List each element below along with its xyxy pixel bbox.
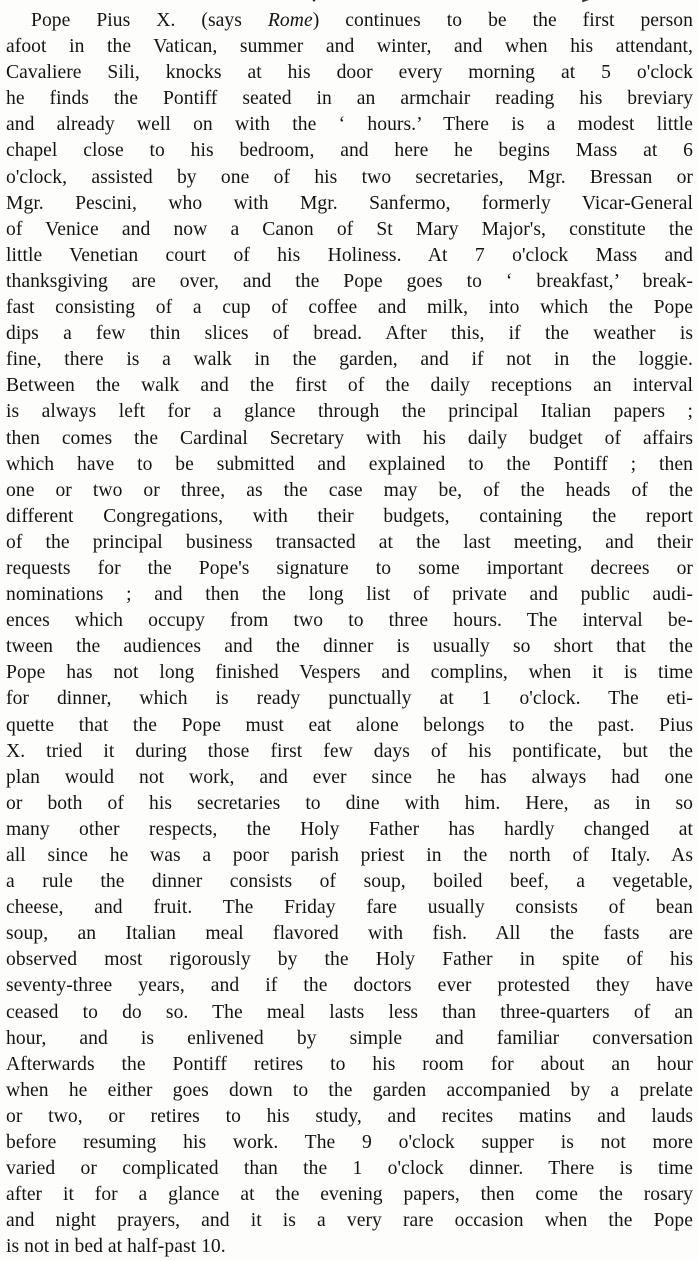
text-line-segment: varied or complicated than the 1 o'clock dinner. There is time [6, 1158, 693, 1180]
text-line [6, 86, 693, 112]
text-line [6, 1000, 693, 1026]
text-line-segment: chapel close to his bedroom, and here he begins Mass at 6 [6, 140, 693, 162]
text-line-segment: for dinner, which is ready punctually at 1 o'clock. The eti- [6, 688, 693, 710]
text-line [6, 8, 693, 34]
text-line [6, 660, 693, 686]
text-line-segment: requests for the Pope's signature to some important decrees or [6, 557, 693, 579]
text-line [6, 1026, 693, 1052]
text-line-segment: one or two or three, as the case may be, of the heads of the [6, 479, 693, 501]
text-line-segment: ences which occupy from two to three hours. The interval be- [6, 610, 693, 632]
text-line [6, 1156, 693, 1182]
text-line [6, 1208, 693, 1234]
text-line-segment: and night prayers, and it is a very rare occasion when the Pope [6, 1210, 693, 1232]
text-line [6, 504, 693, 530]
text-line [6, 843, 693, 869]
text-line-segment: ceased to do so. The meal lasts less than three-quarters of an [6, 1001, 693, 1023]
text-line-segment: all since he was a poor parish priest in the north of Italy. As [6, 845, 693, 866]
text-line-segment: seventy-three years, and if the doctors ever protested they have [6, 975, 693, 997]
text-line [6, 269, 693, 295]
text-line [6, 243, 693, 269]
text-line-segment: or both of his secretaries to dine with him. Here, as in so [6, 792, 693, 814]
text-line-segment: a rule the dinner consists of soup, boiled beef, a vegetable, [6, 871, 693, 893]
text-line-segment: X. tried it during those first few days of his pontificate, but the [6, 740, 693, 762]
text-line-segment: Between the walk and the first of the daily receptions an interval [6, 375, 693, 397]
text-line-segment: Afterwards the Pontiff retires to his room for about an hour [6, 1053, 693, 1075]
text-line [6, 112, 693, 138]
text-line-segment: hour, and is enlivened by simple and familiar conversation [6, 1027, 693, 1049]
text-line-segment: dips a few thin slices of bread. After this, if the weather is [6, 323, 693, 345]
text-line [6, 713, 693, 739]
text-line [6, 765, 693, 791]
text-line-segment: is always left for a glance through the principal Italian papers ; [6, 401, 693, 423]
text-line-segment: thanksgiving are over, and the Pope goes to ‘ breakfast,’ break- [6, 270, 693, 292]
text-line [6, 321, 693, 347]
text-line [6, 686, 693, 712]
text-line [6, 921, 693, 947]
text-line-segment: fine, there is a walk in the garden, and if not in the loggie. [6, 349, 693, 371]
text-line [6, 34, 693, 60]
text-line [6, 1130, 693, 1156]
scan-artifact-mark [308, 0, 320, 2]
text-line-segment: he finds the Pontiff seated in an armchair reading his breviary [6, 88, 693, 110]
text-line [6, 634, 693, 660]
text-line [6, 608, 693, 634]
text-line-segment: Pope Pius X. (says [31, 10, 268, 31]
text-line-segment: plan would not work, and ever since he has always had one [6, 766, 693, 788]
text-line-segment: then comes the Cardinal Secretary with his daily budget of affairs [6, 427, 693, 449]
text-line [6, 138, 693, 164]
text-line [6, 1234, 693, 1260]
text-line-segment: when he either goes down to the garden accompanied by a prelate [6, 1079, 693, 1101]
text-line [6, 1078, 693, 1104]
text-line [6, 399, 693, 425]
text-line [6, 217, 693, 243]
text-line [6, 191, 693, 217]
text-line-segment: different Congregations, with their budgets, containing the report [6, 505, 693, 527]
text-line-segment: after it for a glance at the evening papers, then come the rosary [6, 1184, 693, 1206]
text-line-segment: tween the audiences and the dinner is usually so short that the [6, 636, 693, 658]
text-line-segment: Pope has not long finished Vespers and complins, when it is time [6, 662, 693, 684]
text-line [6, 869, 693, 895]
text-line-segment: afoot in the Vatican, summer and winter, and when his attendant, [6, 36, 693, 58]
text-line [6, 452, 693, 478]
text-line [6, 895, 693, 921]
text-line-segment: Mgr. Pescini, who with Mgr. Sanfermo, formerly Vicar-General [6, 192, 693, 214]
text-line-segment: and already well on with the ‘ hours.’ There is a modest little [6, 114, 693, 136]
text-line [6, 60, 693, 86]
text-line [6, 1182, 693, 1208]
text-line-segment: quette that the Pope must eat alone belongs to the past. Pius [6, 714, 693, 736]
text-line-segment: Cavaliere Sili, knocks at his door every morning at 5 o'clock [6, 62, 693, 84]
text-line-segment: nominations ; and then the long list of private and public audi- [6, 584, 693, 606]
text-line [6, 530, 693, 556]
article-paragraph [6, 8, 693, 1261]
italic-publication-name: Rome [267, 10, 313, 31]
text-line [6, 739, 693, 765]
text-line-segment: of Venice and now a Canon of St Mary Major's, constitute the [6, 218, 693, 240]
text-line [6, 1052, 693, 1078]
text-line-segment: ) continues to be the first person [312, 10, 693, 31]
text-line-segment: or two, or retires to his study, and recites matins and lauds [6, 1105, 693, 1127]
text-line-segment: observed most rigorously by the Holy Father in spite of his [6, 949, 693, 971]
text-line [6, 478, 693, 504]
text-line-segment: fast consisting of a cup of coffee and milk, into which the Pope [6, 297, 693, 319]
text-line-segment: soup, an Italian meal flavored with fish. All the fasts are [6, 923, 693, 945]
text-line [6, 817, 693, 843]
text-line [6, 373, 693, 399]
text-line [6, 295, 693, 321]
text-line [6, 1104, 693, 1130]
text-line [6, 973, 693, 999]
text-line-segment: many other respects, the Holy Father has hardly changed at [6, 818, 693, 840]
text-line [6, 947, 693, 973]
text-line [6, 791, 693, 817]
text-line-segment: of the principal business transacted at the last meeting, and their [6, 531, 693, 553]
text-line-segment: cheese, and fruit. The Friday fare usually consists of bean [6, 897, 693, 919]
text-line-segment: is not in bed at half-past 10. [6, 1236, 226, 1258]
text-line-segment: before resuming his work. The 9 o'clock supper is not more [6, 1132, 693, 1154]
text-line [6, 426, 693, 452]
scan-artifact-tick [582, 0, 590, 2]
text-line [6, 556, 693, 582]
text-line-segment: which have to be submitted and explained to the Pontiff ; then [6, 453, 693, 475]
text-line [6, 347, 693, 373]
text-line [6, 582, 693, 608]
text-line-segment: o'clock, assisted by one of his two secretaries, Mgr. Bressan or [6, 166, 693, 188]
text-line [6, 165, 693, 191]
text-line-segment: little Venetian court of his Holiness. At 7 o'clock Mass and [6, 244, 693, 266]
